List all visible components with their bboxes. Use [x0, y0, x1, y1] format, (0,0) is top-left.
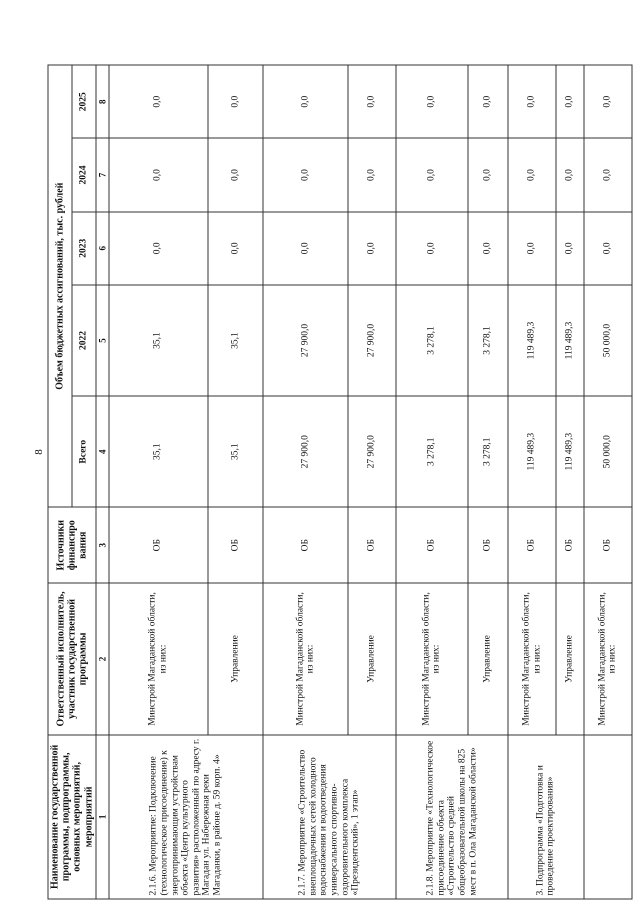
- value-cell: 35,1: [208, 396, 264, 507]
- value-cell: 3 278,1: [396, 396, 468, 507]
- value-cell: 0,0: [584, 212, 632, 285]
- col-number: 2: [96, 583, 109, 735]
- executor-cell: Минстрой Магаданской области, из них:: [109, 583, 208, 735]
- col-number: 6: [96, 212, 109, 285]
- value-cell: 3 278,1: [468, 285, 508, 396]
- source-cell: ОБ: [508, 507, 556, 583]
- header-year: 2022: [72, 285, 95, 396]
- value-cell: 119 489,3: [508, 396, 556, 507]
- value-cell: 0,0: [396, 65, 468, 138]
- header-source: Источники финансиро вания: [48, 507, 96, 583]
- value-cell: 27 900,0: [263, 285, 348, 396]
- header-name: Наименование государственной программы, подпрограммы, основных мероприятий, мероприятий: [48, 735, 96, 899]
- value-cell: 0,0: [468, 212, 508, 285]
- table-row: [396, 65, 468, 899]
- budget-table: [48, 65, 633, 900]
- value-cell: 0,0: [584, 65, 632, 138]
- value-cell: 3 278,1: [468, 396, 508, 507]
- col-number: 7: [96, 138, 109, 211]
- value-cell: 0,0: [348, 138, 396, 211]
- value-cell: 0,0: [109, 138, 208, 211]
- header-row: [48, 65, 72, 899]
- executor-cell: Управление: [208, 583, 264, 735]
- source-cell: ОБ: [396, 507, 468, 583]
- source-cell: ОБ: [556, 507, 583, 583]
- value-cell: 0,0: [508, 65, 556, 138]
- value-cell: 3 278,1: [396, 285, 468, 396]
- column-number-row: [96, 65, 109, 899]
- executor-cell: Управление: [348, 583, 396, 735]
- col-number: 1: [96, 735, 109, 899]
- measure-name: 2.1.7. Мероприятие «Строительство внеплощадочных сетей холодного водоснабжения и водоотведения универсального спортивно-оздоровительного комплекса «Президентский», 1 этап»: [263, 735, 396, 899]
- table-row: [109, 65, 208, 899]
- value-cell: 0,0: [208, 65, 264, 138]
- value-cell: 0,0: [396, 138, 468, 211]
- rotated-table-container: [48, 65, 618, 900]
- header-budget-group: Объем бюджетных ассигнований, тыс. рублей: [48, 65, 72, 507]
- executor-cell: Управление: [556, 583, 583, 735]
- executor-cell: Минстрой Магаданской области, из них:: [263, 583, 348, 735]
- value-cell: 0,0: [584, 138, 632, 211]
- executor-cell: Управление: [468, 583, 508, 735]
- value-cell: 0,0: [396, 212, 468, 285]
- measure-name: 2.1.8. Мероприятие «Технологическое присоединение объекта «Строительство средней общеобразовательной школы на 825 мест в п. Ола Магаданской области»: [396, 735, 508, 899]
- value-cell: 50 000,0: [584, 396, 632, 507]
- measure-name: [584, 735, 632, 899]
- value-cell: 27 900,0: [263, 396, 348, 507]
- value-cell: 0,0: [468, 65, 508, 138]
- value-cell: 35,1: [109, 396, 208, 507]
- header-year: 2023: [72, 212, 95, 285]
- page-number: 8: [32, 449, 45, 455]
- executor-cell: Минстрой Магаданской области, из них:: [396, 583, 468, 735]
- source-cell: ОБ: [348, 507, 396, 583]
- value-cell: 27 900,0: [348, 396, 396, 507]
- value-cell: 35,1: [208, 285, 264, 396]
- header-year: 2024: [72, 138, 95, 211]
- source-cell: ОБ: [263, 507, 348, 583]
- executor-cell: Минстрой Магаданской области, из них:: [584, 583, 632, 735]
- value-cell: 0,0: [208, 138, 264, 211]
- subprogram-name: 3. Подпрограмма «Подготовка и проведение проектирования»: [508, 735, 584, 899]
- table-row: [508, 65, 556, 899]
- value-cell: 0,0: [508, 212, 556, 285]
- header-year: 2025: [72, 65, 95, 138]
- value-cell: 0,0: [556, 138, 583, 211]
- value-cell: 27 900,0: [348, 285, 396, 396]
- col-number: 8: [96, 65, 109, 138]
- value-cell: 0,0: [556, 65, 583, 138]
- header-executor: Ответственный исполнитель, участник государственной программы: [48, 583, 96, 735]
- value-cell: 0,0: [348, 65, 396, 138]
- col-number: 4: [96, 396, 109, 507]
- table-row: [263, 65, 348, 899]
- table-row: [584, 65, 632, 899]
- value-cell: 0,0: [348, 212, 396, 285]
- col-number: 3: [96, 507, 109, 583]
- value-cell: 0,0: [468, 138, 508, 211]
- header-year: Всего: [72, 396, 95, 507]
- executor-cell: Минстрой Магаданской области, из них:: [508, 583, 556, 735]
- measure-name: 2.1.6. Мероприятие: Подключение (технологическое присоединение) к энергопринимающим устройствам объекта «Центр культурного развития» расположенный по адресу г. Магадан ул. Набережная реки Магаданки, в районе д. 59 корп. 4»: [109, 735, 263, 899]
- value-cell: 35,1: [109, 285, 208, 396]
- value-cell: 119 489,3: [556, 285, 583, 396]
- value-cell: 0,0: [508, 138, 556, 211]
- source-cell: ОБ: [468, 507, 508, 583]
- value-cell: 0,0: [263, 212, 348, 285]
- source-cell: ОБ: [208, 507, 264, 583]
- value-cell: 119 489,3: [508, 285, 556, 396]
- value-cell: 119 489,3: [556, 396, 583, 507]
- value-cell: 0,0: [109, 65, 208, 138]
- value-cell: 0,0: [109, 212, 208, 285]
- value-cell: 50 000,0: [584, 285, 632, 396]
- source-cell: ОБ: [109, 507, 208, 583]
- source-cell: ОБ: [584, 507, 632, 583]
- col-number: 5: [96, 285, 109, 396]
- value-cell: 0,0: [208, 212, 264, 285]
- value-cell: 0,0: [263, 65, 348, 138]
- value-cell: 0,0: [556, 212, 583, 285]
- value-cell: 0,0: [263, 138, 348, 211]
